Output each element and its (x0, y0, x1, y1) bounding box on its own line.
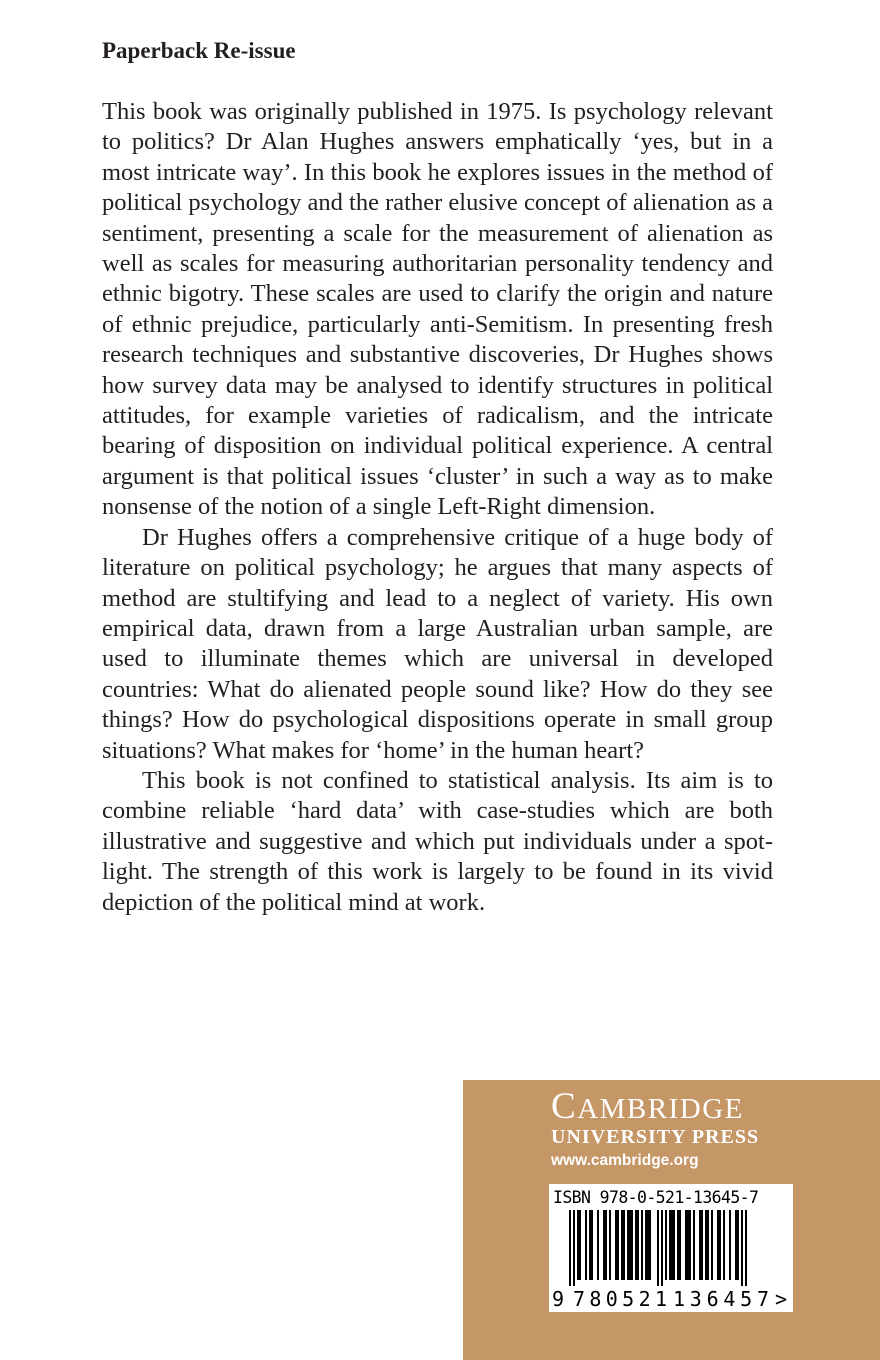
barcode-bar (735, 1210, 739, 1280)
barcode-bar (577, 1210, 581, 1280)
barcode-bar (699, 1210, 703, 1280)
barcode-digits (549, 1286, 793, 1310)
barcode-bar (705, 1210, 709, 1280)
barcode-bar (573, 1210, 575, 1286)
barcode-bar (609, 1210, 611, 1280)
barcode-bar (729, 1210, 731, 1280)
description-paragraph-3: This book is not confined to statistical analysis. Its aim is to combine reliable ‘hard data’ with case-studies which are both illustrative and suggestive and which put individuals under a spot-light. The strength of this work is largely to be found in its vivid depiction of the political mind at work. (102, 766, 773, 916)
barcode-bar (685, 1210, 691, 1280)
isbn-number: ISBN 978-0-521-13645-7 (553, 1188, 759, 1207)
barcode-bar (603, 1210, 607, 1280)
barcode-bar (745, 1210, 747, 1286)
barcode-bar (669, 1210, 675, 1280)
barcode-bars (549, 1210, 793, 1286)
barcode-bar (711, 1210, 713, 1280)
barcode-bar (641, 1210, 643, 1280)
book-description (102, 97, 773, 918)
description-paragraph-1: This book was originally published in 1975. Is psychology relevant to politics? Dr Alan Hughes answers emphatically ‘yes, but in a most intricate way’. In this book he explores issues in the method of political psychology and the rather elusive concept of alienation as a sentiment, presenting a scale for the measurement of alienation as well as scales for measuring authoritarian personality tendency and ethnic bigotry. These scales are used to clarify the origin and nature of ethnic prejudice, particularly anti-Semitism. In presenting fresh research techniques and substantive discoveries, Dr Hughes shows how survey data may be analysed to identify structures in political attitudes, for example varieties of radicalism, and the intricate bearing of disposition on individual political experience. A central argument is that political issues ‘cluster’ in such a way as to make nonsense of the notion of a single Left-Right dimension. (102, 98, 773, 521)
publisher-panel (463, 1080, 880, 1360)
barcode-bar (569, 1210, 571, 1286)
publisher-url: www.cambridge.org (551, 1152, 699, 1169)
barcode-bar (635, 1210, 639, 1280)
publisher-subtitle: UNIVERSITY PRESS (551, 1126, 760, 1148)
barcode-bar (627, 1210, 633, 1280)
barcode-bar (645, 1210, 651, 1280)
barcode-bar (597, 1210, 599, 1280)
barcode-digits-right: 136457 (673, 1287, 769, 1310)
barcode-bar (621, 1210, 625, 1280)
barcode-quiet-zone-marker: > (775, 1287, 788, 1310)
barcode-bar (677, 1210, 681, 1280)
description-paragraph-2: Dr Hughes offers a comprehensive critique of a huge body of literature on political psychology; he argues that many aspects of method are stultifying and lead to a neglect of variety. His own empirical data, drawn from a large Australian urban sample, are used to illuminate themes which are universal in developed countries: What do alienated people sound like? How do they see things? How do psychological dispositions operate in small group situations? What makes for ‘home’ in the human heart? (102, 523, 773, 764)
publisher-name-initial: C (551, 1086, 578, 1127)
barcode-bar (665, 1210, 667, 1280)
barcode-bar (589, 1210, 593, 1280)
barcode-bar (741, 1210, 743, 1286)
barcode-bar (723, 1210, 725, 1280)
barcode-bar (657, 1210, 659, 1286)
barcode-bar (615, 1210, 619, 1280)
barcode-label (549, 1184, 793, 1312)
publisher-logo (551, 1088, 744, 1125)
publisher-name-rest: AMBRIDGE (577, 1093, 744, 1125)
barcode-bar (661, 1210, 663, 1286)
barcode-digit-prefix: 9 (552, 1287, 565, 1310)
barcode-bar (717, 1210, 721, 1280)
barcode-digits-left: 780521 (573, 1287, 667, 1310)
barcode-bar (693, 1210, 695, 1280)
page-heading: Paperback Re-issue (102, 38, 296, 63)
barcode-bar (585, 1210, 587, 1280)
